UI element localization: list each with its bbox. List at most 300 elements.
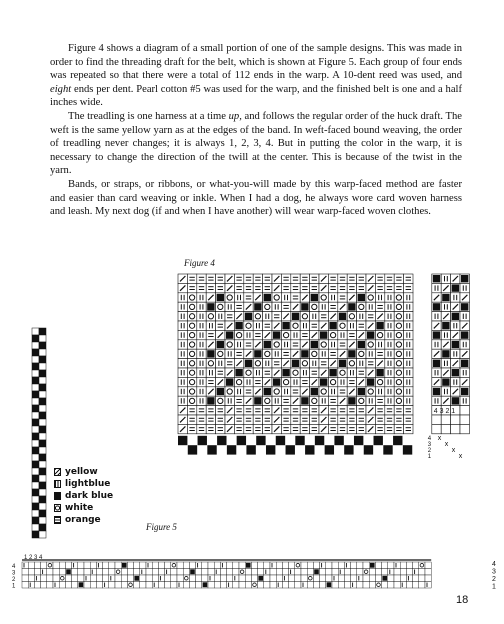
grid-cell <box>225 396 234 405</box>
grid-cell <box>310 424 319 433</box>
grid-cell <box>300 330 309 339</box>
thread-cell <box>127 575 133 582</box>
grid-cell <box>253 377 262 386</box>
tieup-cell <box>441 330 450 339</box>
dark-cell <box>226 378 233 385</box>
circle-swatch-icon <box>54 504 61 512</box>
thread-dark <box>327 582 332 587</box>
thread-cell <box>28 569 34 576</box>
grid-cell <box>244 330 253 339</box>
grid-cell <box>178 359 187 368</box>
dark-cell <box>217 294 224 301</box>
thread-cell <box>183 582 189 589</box>
thread-cell <box>382 582 388 589</box>
thread-dark <box>246 563 251 568</box>
dark-cell <box>264 294 271 301</box>
grid-cell <box>328 283 337 292</box>
paragraph-text: The treadling is one harness at a time <box>68 110 229 122</box>
grid-cell <box>385 377 394 386</box>
thread-cell <box>369 582 375 589</box>
thread-cell <box>258 569 264 576</box>
grid-cell <box>281 293 290 302</box>
thread-cell <box>301 582 307 589</box>
grid-cell <box>300 424 309 433</box>
thread-cell <box>363 575 369 582</box>
thread-cell <box>177 562 183 569</box>
thread-cell <box>357 575 363 582</box>
tieup-cell <box>460 415 469 424</box>
dark-cell <box>282 369 289 376</box>
grid-cell <box>404 312 413 321</box>
strip-cell <box>39 328 46 335</box>
draft-right-number: 2 <box>492 576 496 583</box>
grid-cell <box>404 293 413 302</box>
thread-cell <box>146 582 152 589</box>
grid-cell <box>244 387 253 396</box>
thread-cell <box>189 562 195 569</box>
strip-cell <box>32 419 39 426</box>
thread-dark <box>79 582 84 587</box>
thread-cell <box>264 575 270 582</box>
grid-cell <box>272 293 281 302</box>
strip-cell <box>32 524 39 531</box>
grid-cell <box>394 368 403 377</box>
thread-cell <box>388 575 394 582</box>
thread-cell <box>41 582 47 589</box>
grid-cell <box>375 330 384 339</box>
grid-cell <box>375 283 384 292</box>
dark-cell <box>301 397 308 404</box>
thread-cell <box>22 569 28 576</box>
dark-cell <box>461 303 468 310</box>
thread-cell <box>103 575 109 582</box>
strip-cell <box>32 370 39 377</box>
grid-cell <box>328 274 337 283</box>
grid-cell <box>310 274 319 283</box>
thread-cell <box>270 575 276 582</box>
grid-cell <box>375 340 384 349</box>
grid-cell <box>385 330 394 339</box>
tieup-cell <box>451 424 460 433</box>
thread-cell <box>282 575 288 582</box>
grid-cell <box>375 302 384 311</box>
strip-cell <box>39 433 46 440</box>
thread-cell <box>425 575 431 582</box>
grid-cell <box>404 377 413 386</box>
draft-right-number: 3 <box>492 568 496 576</box>
grid-cell <box>394 283 403 292</box>
grid-cell <box>253 359 262 368</box>
dark-cell <box>226 331 233 338</box>
dark-cell <box>273 378 280 385</box>
grid-cell <box>263 396 272 405</box>
dark-cell <box>452 341 459 348</box>
grid-cell <box>357 406 366 415</box>
thread-cell <box>140 569 146 576</box>
thread-cell <box>171 582 177 589</box>
thread-cell <box>227 569 233 576</box>
grid-cell <box>187 396 196 405</box>
dark-cell <box>376 369 383 376</box>
grid-cell <box>300 283 309 292</box>
thread-cell <box>227 582 233 589</box>
dark-cell <box>254 397 261 404</box>
thread-cell <box>375 575 381 582</box>
grid-cell <box>291 368 300 377</box>
grid-cell <box>281 396 290 405</box>
thread-cell <box>313 575 319 582</box>
dark-cell <box>452 397 459 404</box>
grid-cell <box>300 368 309 377</box>
grid-cell <box>281 340 290 349</box>
grid-cell <box>216 415 225 424</box>
grid-cell <box>385 302 394 311</box>
grid-cell <box>244 283 253 292</box>
thread-cell <box>214 562 220 569</box>
grid-cell <box>206 330 215 339</box>
thread-cell <box>152 562 158 569</box>
grid-cell <box>178 349 187 358</box>
dark-cell <box>207 303 214 310</box>
grid-cell <box>234 424 243 433</box>
thread-cell <box>196 562 202 569</box>
grid-cell <box>197 302 206 311</box>
thread-cell <box>245 569 251 576</box>
thread-cell <box>115 575 121 582</box>
thread-cell <box>320 582 326 589</box>
grid-cell <box>197 368 206 377</box>
grid-cell <box>394 406 403 415</box>
thread-cell <box>307 569 313 576</box>
grid-cell <box>281 424 290 433</box>
thread-cell <box>152 575 158 582</box>
diagonal-swatch-icon <box>54 468 61 476</box>
thread-cell <box>425 562 431 569</box>
thread-cell <box>109 562 115 569</box>
grid-cell <box>385 415 394 424</box>
dark-cell <box>320 331 327 338</box>
strip-cell <box>39 510 46 517</box>
thread-cell <box>146 575 152 582</box>
page-number: 18 <box>456 594 469 606</box>
strip-cell <box>39 482 46 489</box>
grid-cell <box>347 321 356 330</box>
grid-cell <box>225 387 234 396</box>
grid-cell <box>394 330 403 339</box>
grid-cell <box>253 368 262 377</box>
thread-cell <box>307 562 313 569</box>
thread-cell <box>109 575 115 582</box>
grid-cell <box>300 321 309 330</box>
grid-cell <box>394 274 403 283</box>
grid-cell <box>197 349 206 358</box>
grid-cell <box>357 415 366 424</box>
grid-cell <box>375 406 384 415</box>
strip-cell <box>32 468 39 475</box>
thread-cell <box>282 582 288 589</box>
thread-cell <box>282 569 288 576</box>
figure-4-diagram <box>176 272 472 460</box>
dark-cell <box>311 341 318 348</box>
dark-cell <box>339 360 346 367</box>
hash-swatch-icon <box>54 492 61 500</box>
grid-cell <box>187 321 196 330</box>
checker-square <box>403 445 412 454</box>
thread-cell <box>276 569 282 576</box>
dark-cell <box>292 360 299 367</box>
grid-cell <box>253 415 262 424</box>
thread-cell <box>382 562 388 569</box>
strip-header-label: 1 2 3 4 <box>24 555 43 561</box>
grid-cell <box>187 377 196 386</box>
thread-cell <box>400 569 406 576</box>
strip-cell <box>32 405 39 412</box>
grid-cell <box>216 302 225 311</box>
thread-cell <box>419 575 425 582</box>
checker-square <box>256 436 265 445</box>
grid-cell <box>178 368 187 377</box>
thread-cell <box>220 562 226 569</box>
grid-cell <box>357 424 366 433</box>
grid-cell <box>347 368 356 377</box>
thread-cell <box>90 575 96 582</box>
thread-cell <box>134 562 140 569</box>
legend-label: lightblue <box>65 479 111 489</box>
grid-cell <box>310 415 319 424</box>
grid-cell <box>197 424 206 433</box>
thread-cell <box>47 582 53 589</box>
thread-cell <box>189 582 195 589</box>
thread-cell <box>183 569 189 576</box>
tieup-cell <box>451 349 460 358</box>
grid-cell <box>291 321 300 330</box>
grid-cell <box>404 340 413 349</box>
thread-cell <box>357 562 363 569</box>
color-legend <box>54 466 113 526</box>
grid-cell <box>291 293 300 302</box>
grid-cell <box>206 274 215 283</box>
thread-cell <box>146 562 152 569</box>
paragraph-emphasis: up, <box>228 110 242 122</box>
thread-cell <box>53 582 59 589</box>
dark-cell <box>461 360 468 367</box>
grid-cell <box>234 349 243 358</box>
grid-cell <box>197 293 206 302</box>
thread-cell <box>338 582 344 589</box>
grid-cell <box>244 424 253 433</box>
thread-dark <box>122 563 127 568</box>
grid-cell <box>357 359 366 368</box>
grid-cell <box>375 293 384 302</box>
dark-cell <box>348 303 355 310</box>
thread-cell <box>47 575 53 582</box>
dark-cell <box>433 388 440 395</box>
grid-cell <box>319 302 328 311</box>
grid-cell <box>187 406 196 415</box>
grid-cell <box>338 274 347 283</box>
strip-cell <box>39 475 46 482</box>
grid-cell <box>206 359 215 368</box>
thread-cell <box>382 569 388 576</box>
thread-cell <box>202 569 208 576</box>
thread-cell <box>214 569 220 576</box>
grid-cell <box>385 283 394 292</box>
thread-cell <box>357 569 363 576</box>
draft-right-number: 4 <box>492 561 496 568</box>
strip-cell <box>39 391 46 398</box>
thread-cell <box>140 582 146 589</box>
thread-cell <box>59 582 65 589</box>
grid-cell <box>263 274 272 283</box>
grid-cell <box>178 330 187 339</box>
tieup-cell <box>432 424 441 433</box>
dark-cell <box>254 350 261 357</box>
thread-cell <box>152 569 158 576</box>
grid-cell <box>263 424 272 433</box>
grid-cell <box>357 368 366 377</box>
grid-cell <box>319 293 328 302</box>
grid-cell <box>366 312 375 321</box>
strip-cell <box>32 496 39 503</box>
thread-cell <box>208 575 214 582</box>
strip-cell <box>32 503 39 510</box>
thread-cell <box>344 582 350 589</box>
grid-cell <box>404 302 413 311</box>
grid-cell <box>366 340 375 349</box>
thread-cell <box>245 575 251 582</box>
thread-cell <box>301 575 307 582</box>
grid-cell <box>328 349 337 358</box>
thread-cell <box>351 582 357 589</box>
grid-cell <box>225 312 234 321</box>
dark-cell <box>245 313 252 320</box>
paragraph-text: Figure 4 shows a diagram of a small portion of one of the sample designs. This was made in order to find the threading draft for the belt, which is shown at Figure 5. Each group of four ends was repeated so that there were a total of 112 ends in the warp. A 10-dent reed was used, and <box>50 43 462 82</box>
thread-cell <box>282 562 288 569</box>
grid-cell <box>300 415 309 424</box>
grid-cell <box>187 424 196 433</box>
grid-cell <box>310 302 319 311</box>
dark-cell <box>358 294 365 301</box>
grid-cell <box>385 274 394 283</box>
strip-cell <box>39 342 46 349</box>
thread-cell <box>363 562 369 569</box>
thread-cell <box>220 569 226 576</box>
strip-cell <box>32 384 39 391</box>
thread-dark <box>190 569 195 574</box>
thread-cell <box>115 582 121 589</box>
grid-cell <box>234 302 243 311</box>
dark-cell <box>329 369 336 376</box>
checker-square <box>334 436 343 445</box>
legend-row <box>54 490 113 502</box>
grid-cell <box>385 293 394 302</box>
grid-cell <box>263 312 272 321</box>
grid-cell <box>253 321 262 330</box>
thread-cell <box>338 575 344 582</box>
grid-cell <box>291 387 300 396</box>
thread-cell <box>165 562 171 569</box>
dark-cell <box>339 313 346 320</box>
grid-cell <box>394 321 403 330</box>
grid-cell <box>234 293 243 302</box>
grid-cell <box>216 359 225 368</box>
treadle-number: 1 <box>427 453 432 460</box>
grid-cell <box>234 415 243 424</box>
thread-cell <box>134 569 140 576</box>
thread-cell <box>301 562 307 569</box>
strip-cell <box>32 412 39 419</box>
grid-cell <box>234 340 243 349</box>
thread-cell <box>121 569 127 576</box>
dark-cell <box>442 322 449 329</box>
thread-cell <box>96 582 102 589</box>
grid-cell <box>206 424 215 433</box>
dark-cell <box>264 341 271 348</box>
grid-cell <box>366 302 375 311</box>
strip-cell <box>39 517 46 524</box>
thread-cell <box>276 575 282 582</box>
grid-cell <box>394 349 403 358</box>
grid-cell <box>319 387 328 396</box>
grid-cell <box>300 274 309 283</box>
thread-cell <box>214 582 220 589</box>
grid-cell <box>394 359 403 368</box>
dark-cell <box>311 294 318 301</box>
strip-cell <box>39 440 46 447</box>
strip-cell <box>39 489 46 496</box>
grid-cell <box>328 302 337 311</box>
thread-cell <box>388 562 394 569</box>
thread-cell <box>34 582 40 589</box>
grid-cell <box>394 302 403 311</box>
grid-cell <box>216 349 225 358</box>
thread-cell <box>276 582 282 589</box>
tieup-cell <box>451 321 460 330</box>
dark-cell <box>235 322 242 329</box>
tieup-cell <box>460 340 469 349</box>
thread-cell <box>90 569 96 576</box>
thread-cell <box>72 582 78 589</box>
grid-cell <box>263 349 272 358</box>
thread-cell <box>233 562 239 569</box>
thread-cell <box>41 562 47 569</box>
grid-cell <box>347 359 356 368</box>
dark-cell <box>442 350 449 357</box>
draft-right-number: 1 <box>492 583 496 591</box>
thread-cell <box>34 562 40 569</box>
tieup-header-label: 4 3 2 1 <box>433 408 456 415</box>
paragraph-text: ends per dent. Pearl cotton #5 was used for the warp, and the finished belt is one and a half inches wide. <box>50 83 462 109</box>
thread-cell <box>109 569 115 576</box>
dark-cell <box>217 341 224 348</box>
paragraph <box>50 110 462 178</box>
thread-cell <box>406 562 412 569</box>
grid-cell <box>394 396 403 405</box>
strip-cell <box>39 419 46 426</box>
treadle-number: 3 <box>427 441 432 448</box>
grid-cell <box>404 415 413 424</box>
grid-cell <box>404 321 413 330</box>
figure-5-threading-draft <box>0 552 504 596</box>
grid-cell <box>366 359 375 368</box>
thread-cell <box>220 575 226 582</box>
dark-cell <box>207 350 214 357</box>
grid-cell <box>178 387 187 396</box>
grid-cell <box>310 349 319 358</box>
thread-cell <box>189 575 195 582</box>
checker-square <box>276 436 285 445</box>
grid-cell <box>272 396 281 405</box>
